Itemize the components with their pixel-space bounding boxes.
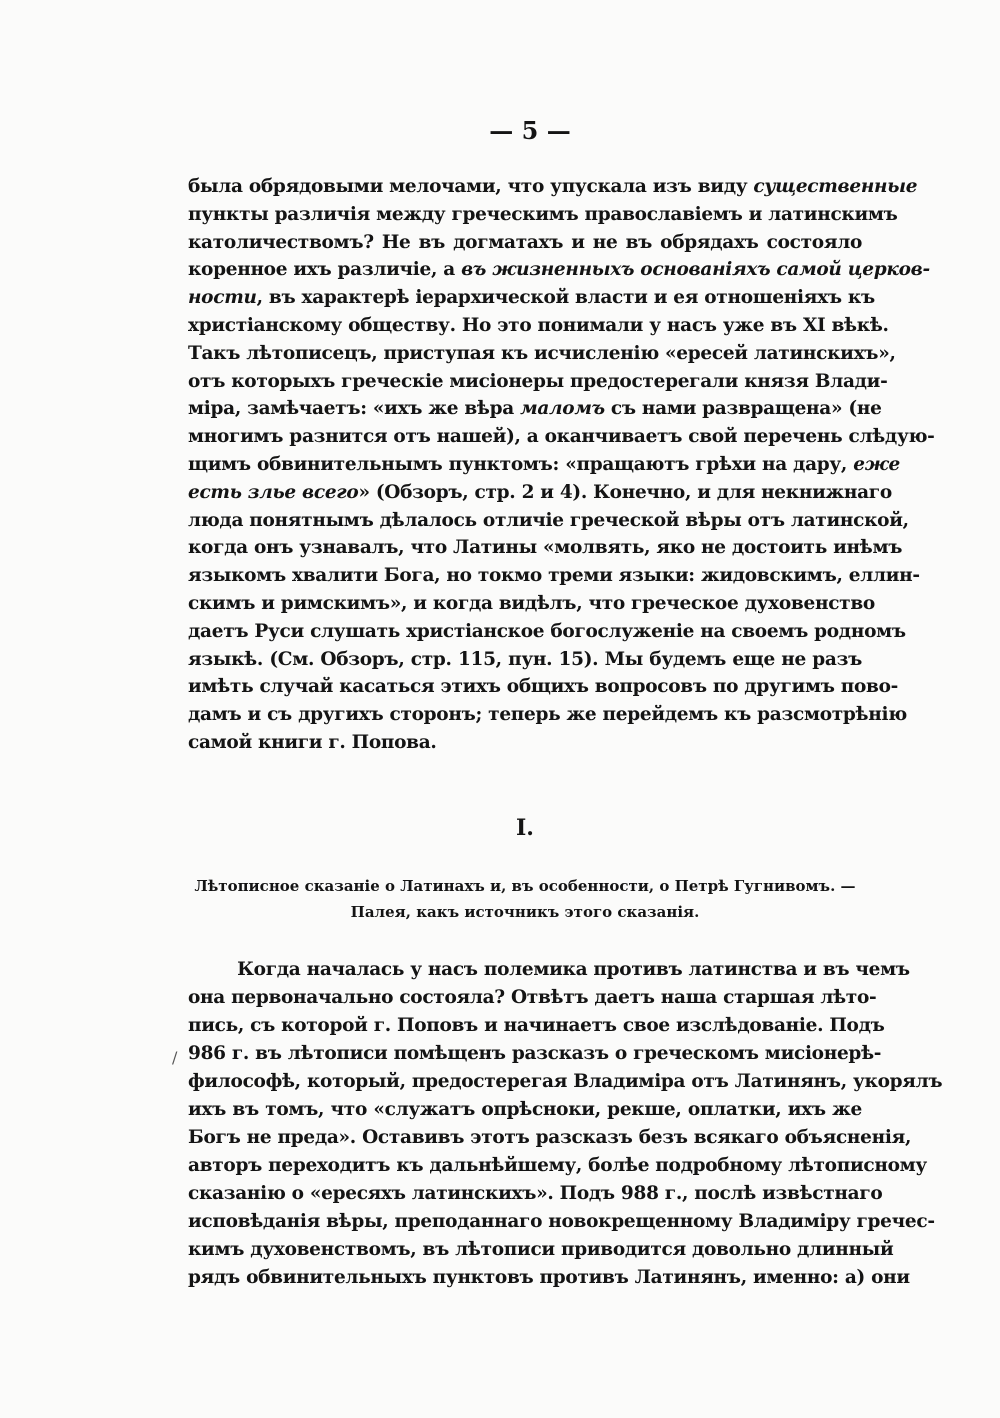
text-segment: Когда началась у насъ полемика противъ латинства и въ чемъ [188,959,910,980]
text-segment: она первоначально состояла? Отвѣтъ даетъ наша старшая лѣто- [188,987,877,1008]
text-segment: пись, съ которой г. Поповъ и начинаетъ свое изслѣдованіе. Подъ [188,1015,885,1036]
text-segment: Богъ не преда». Оставивъ этотъ разсказъ безъ всякаго объясненія, [188,1127,912,1148]
text-segment: Такъ лѣтописецъ, приступая къ исчисленію «ересей латинскихъ», [188,342,896,364]
text-segment: христіанскому обществу. Но это понимали у насъ уже въ XI вѣкѣ. [188,315,889,336]
text-line [188,481,892,505]
italic-text: существенные [753,176,918,197]
text-segment: даетъ Руси слушать христіанское богослуженіе на своемъ родномъ [188,620,906,642]
section-subtitle-line-1: Лѣтописное сказаніе о Латинахъ и, въ особенности, о Петрѣ Гугнивомъ. — [194,877,856,895]
text-line [188,314,889,338]
text-line [188,592,875,616]
text-segment: была обрядовыми мелочами, что упускала изъ виду [188,176,754,197]
text-line [188,1182,883,1206]
text-segment: языкѣ. (См. Обзоръ, стр. 115, пун. 15). Мы будемъ еще не разъ [188,648,862,670]
text-line [188,1266,910,1290]
text-segment: когда онъ узнавалъ, что Латины «молвять, яко не достоить инѣмъ [188,537,903,559]
text-line [188,453,901,477]
text-line [188,1154,927,1178]
text-segment: , въ характерѣ іерархической власти и ея отношеніяхъ къ [256,287,875,309]
text-line [188,397,882,421]
section-number: I. [516,815,534,841]
text-segment: дамъ и съ другихъ сторонъ; теперь же перейдемъ къ разсмотрѣнію [188,704,907,726]
text-segment: » (Обзоръ, стр. 2 и 4). Конечно, и для некнижнаго [358,481,892,503]
italic-text: еже [853,454,901,475]
text-segment: католичествомъ? Не въ догматахъ и не въ обрядахъ состояло [188,231,862,253]
text-line [188,1210,935,1234]
italic-text: въ жизненныхъ основаніяхъ самой церков- [461,259,930,281]
text-line [188,731,862,755]
text-line [188,258,930,282]
text-line [188,1014,885,1038]
text-segment: щимъ обвинительнымъ пунктомъ: «пращаютъ грѣхи на дару, [188,454,854,475]
text-line [188,231,862,255]
text-segment: самой книги г. Попова. [188,732,437,753]
text-segment: отъ которыхъ греческіе мисіонеры предостерегали князя Влади- [188,370,888,392]
text-line [188,1238,894,1262]
text-segment: имѣть случай касаться этихъ общихъ вопросовъ по другимъ пово- [188,676,899,698]
text-line [188,175,918,199]
text-line [188,1070,943,1094]
text-segment: сказанію о «ересяхъ латинскихъ». Подъ 988 г., послѣ извѣстнаго [188,1183,883,1204]
text-line [188,1042,882,1066]
text-segment: міра, замѣчаетъ: «ихъ же вѣра [188,398,521,420]
text-segment: скимъ и римскимъ», и когда видѣлъ, что греческое духовенство [188,593,875,614]
text-line [188,536,903,560]
text-segment: многимъ разнится отъ нашей), а оканчиваетъ свой перечень слѣдую- [188,426,935,448]
page-number: — 5 — [489,116,571,145]
text-segment: философѣ, который, предостерегая Владиміра отъ Латинянъ, укорялъ [188,1071,943,1092]
text-segment: съ нами развращена» (не [604,398,882,420]
text-line [188,1126,912,1150]
italic-text: ности [188,287,257,309]
text-line [188,370,888,394]
text-line [188,342,896,366]
margin-mark: / [172,1048,178,1067]
text-line [188,203,898,227]
text-line [188,648,862,672]
text-segment: 986 г. въ лѣтописи помѣщенъ разсказъ о греческомъ мисіонерѣ- [188,1043,882,1064]
text-line [188,425,935,449]
text-line [188,509,909,533]
text-line [188,620,906,644]
text-segment: кимъ духовенствомъ, въ лѣтописи приводится довольно длинный [188,1239,894,1260]
text-line [188,1098,862,1122]
text-segment: рядъ обвинительныхъ пунктовъ противъ Латинянъ, именно: а) они [188,1267,910,1288]
text-segment: исповѣданія вѣры, преподаннаго новокрещенному Владиміру гречес- [188,1211,935,1232]
section-subtitle-line-2: Палея, какъ источникъ этого сказанія. [350,903,700,921]
text-segment: ихъ въ томъ, что «служатъ опрѣсноки, рекше, оплатки, ихъ же [188,1099,862,1120]
text-segment: коренное ихъ различіе, а [188,259,462,281]
text-line [188,564,920,588]
italic-text: есть зльe всего [188,481,359,503]
text-line [188,675,899,699]
text-line [188,986,877,1010]
text-line [188,703,907,727]
text-segment: языкомъ хвалити Бога, но токмо треми языки: жидовскимъ, еллин- [188,565,920,587]
text-segment: люда понятнымъ дѣлалось отличіе греческой вѣры отъ латинской, [188,509,909,531]
italic-text: маломъ [520,398,605,420]
text-segment: пункты различія между греческимъ православіемъ и латинскимъ [188,203,898,225]
text-line [188,958,910,982]
text-line [188,286,875,310]
text-segment: авторъ переходитъ къ дальнѣйшему, болѣе подробному лѣтописному [188,1155,927,1176]
